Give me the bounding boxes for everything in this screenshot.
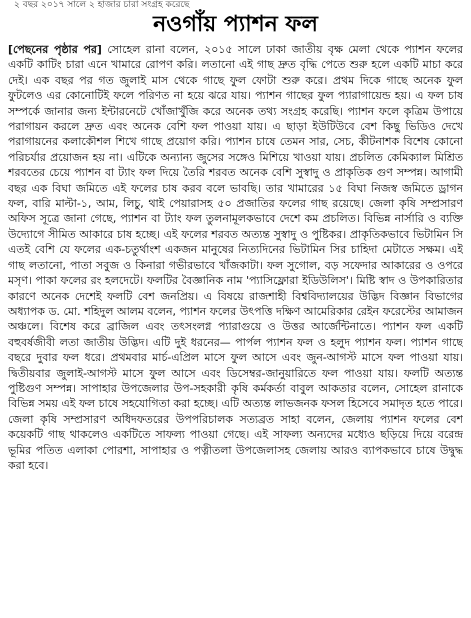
article-text: সোহেল রানা বলেন, ২০১৫ সালে ঢাকা জাতীয় বৃক্ষ মেলা থেকে প্যাশন ফলের একটি কাটিং চারা এনে খামারে রোপণ করি। লতানো এই গাছ দ্রুত বৃদ্ধি পেতে শুরু হলে একটি মাচা করে দেই। এক বছর পর গত জুলাই মাস থেকে গাছে ফুল ফোটা শুরু করে। প্রথম দিকে গাছে অনেক ফুল ফুটলেও এর কোনোটিই ফলে পরিণত না হয়ে ঝরে যায়। প্যাশন গাছের ফুল প্যারাগায়েন্ড হয়। এ ফল চাষ সম্পর্কে জানার জন্য ইন্টারনেটে খোঁজাখুঁজি করে অনেক তথ্য সংগ্রহ করেছি। প্যাশন ফলে কৃত্রিম উপায়ে পরাগায়ন করলে দ্রুত এবং অনেক বেশি ফল পাওয়া যায়। এ ছাড়া ইউটিউবে বেশ কিছু ভিডিও দেখে পরাগায়নের কলাকৌশল শিখে গাছে প্রয়োগ করি। প্যাশন চাষে তেমন সার, সেচ, কীটনাশক বিশেষ কোনো পরিচর্যার প্রয়োজন হয় না। এটিকে অন্যান্য জুসের সঙ্গেও মিশিয়ে খাওয়া যায়। প্রচলিত কেমিক্যাল মিশ্রিত শরবতের চেয়ে প্যাশন বা ট্যাং ফল দিয়ে তৈরি শরবত অনেক বেশি সুস্বাদু ও প্রাকৃতিক গুণ সম্পন্ন। আগামী বছর এক বিঘা জমিতে এই ফলের চাষ করব বলে ভাবছি। তার খামারের ১৫ বিঘা নিজস্ব জমিতে ড্রাগন ফল, বারি মাল্টা-১, আম, লিচু, থাই পেয়ারাসহ ৫০ প্রজাতির ফলের গাছ রয়েছে। জেলা কৃষি সম্প্রসারণ অফিস সূত্রে জানা গেছে, প্যাশন বা ট্যাং ফল তুলনামূলকভাবে দেশে কম প্রচলিত। বিভিন্ন নার্সারি ও ব্যক্তি উদ্যোগে সীমিত আকারে চাষ হচ্ছে। এই ফলের শরবত অত্যন্ত সুস্বাদু ও পুষ্টিকর। প্রাকৃতিকভাবে ভিটামিন সি এতই বেশি যে ফলের এক-চতুর্থাংশ একজন মানুষের নিত্যদিনের ভিটামিন সির চাহিদা মেটাতে সক্ষম। এই গাছ লতানো, পাতা সবুজ ও কিনারা গভীরভাবে খাঁজকাটা। ফল সুগোল, বড় সফেদার আকারের ও ওপরে মসৃণ। পাকা ফলের রং হলদেটে। ফলটির বৈজ্ঞানিক নাম 'প্যাসিফ্লোরা ইডিউলিস'। মিষ্টি স্বাদ ও উপকারিতার কারণে অনেক দেশেই ফলটি বেশ জনপ্রিয়। এ বিষয়ে রাজশাহী বিশ্ববিদ্যালয়ের উদ্ভিদ বিজ্ঞান বিভাগের অধ্যাপক ড. মো. শহিদুল আলম বলেন, প্যাশন ফলের উৎপত্তি দক্ষিণ আমেরিকার রেইন ফরেস্টের আমাজন অঞ্চলে। বিশেষ করে ব্রাজিল এবং তৎসংলগ্ন প্যারাগুয়ে ও উত্তর আর্জেন্টিনাতে। প্যাশন ফল একটি বহুবর্ষজীবী লতা জাতীয় উদ্ভিদ। এটি দুই ধরনের— পার্পল প্যাশন ফল ও হলুদ প্যাশন ফল। প্যাশন গাছে বছরে দুবার ফল ধরে। প্রথমবার মার্চ-এপ্রিল মাসে ফুল আসে এবং জুন-আগস্ট মাসে ফল পাওয়া যায়। দ্বিতীয়বার জুলাই-আগস্ট মাসে ফুল আসে এবং ডিসেম্বর-জানুয়ারিতে ফল পাওয়া যায়। ফলটি অত্যন্ত পুষ্টিগুণ সম্পন্ন। সাপাহার উপজেলার উপ-সহকারী কৃষি কর্মকর্তা বাবুল আকতার বলেন, সোহেল রানাকে বিভিন্ন সময় এই ফল চাষে সহযোগিতা করা হচ্ছে। এটি অত্যন্ত লাভজনক ফসল হিসেবে সমাদৃত হতে পারে। জেলা কৃষি সম্প্রসারণ অধিদফতরের উপপরিচালক সত্যব্রত সাহা বলেন, জেলায় প্যাশন ফলের বেশ কয়েকটি গাছ থাকলেও একটিতে সাফল্য পাওয়া গেছে। এই সাফল্য অন্যদের মধ্যেও ছড়িয়ে দিয়ে বরেন্দ্র ভূমির পতিত এলাকা পোরশা, সাপাহার ও পত্নীতলা উপজেলাসহ জেলায় আরও ব্যাপকভাবে চাষে উদ্বুদ্ধ করা হবে। <box>8 43 463 472</box>
continuation-marker: [পেছনের পৃষ্ঠার পর] <box>8 43 102 56</box>
article-headline: নওগাঁয় প্যাশন ফল <box>153 12 318 37</box>
previous-page-text-strip: ২ বছর ২০১৭ সালে ২ হাজার চারা সংগ্রহ করেছে <box>14 0 190 10</box>
article-body <box>8 42 463 610</box>
